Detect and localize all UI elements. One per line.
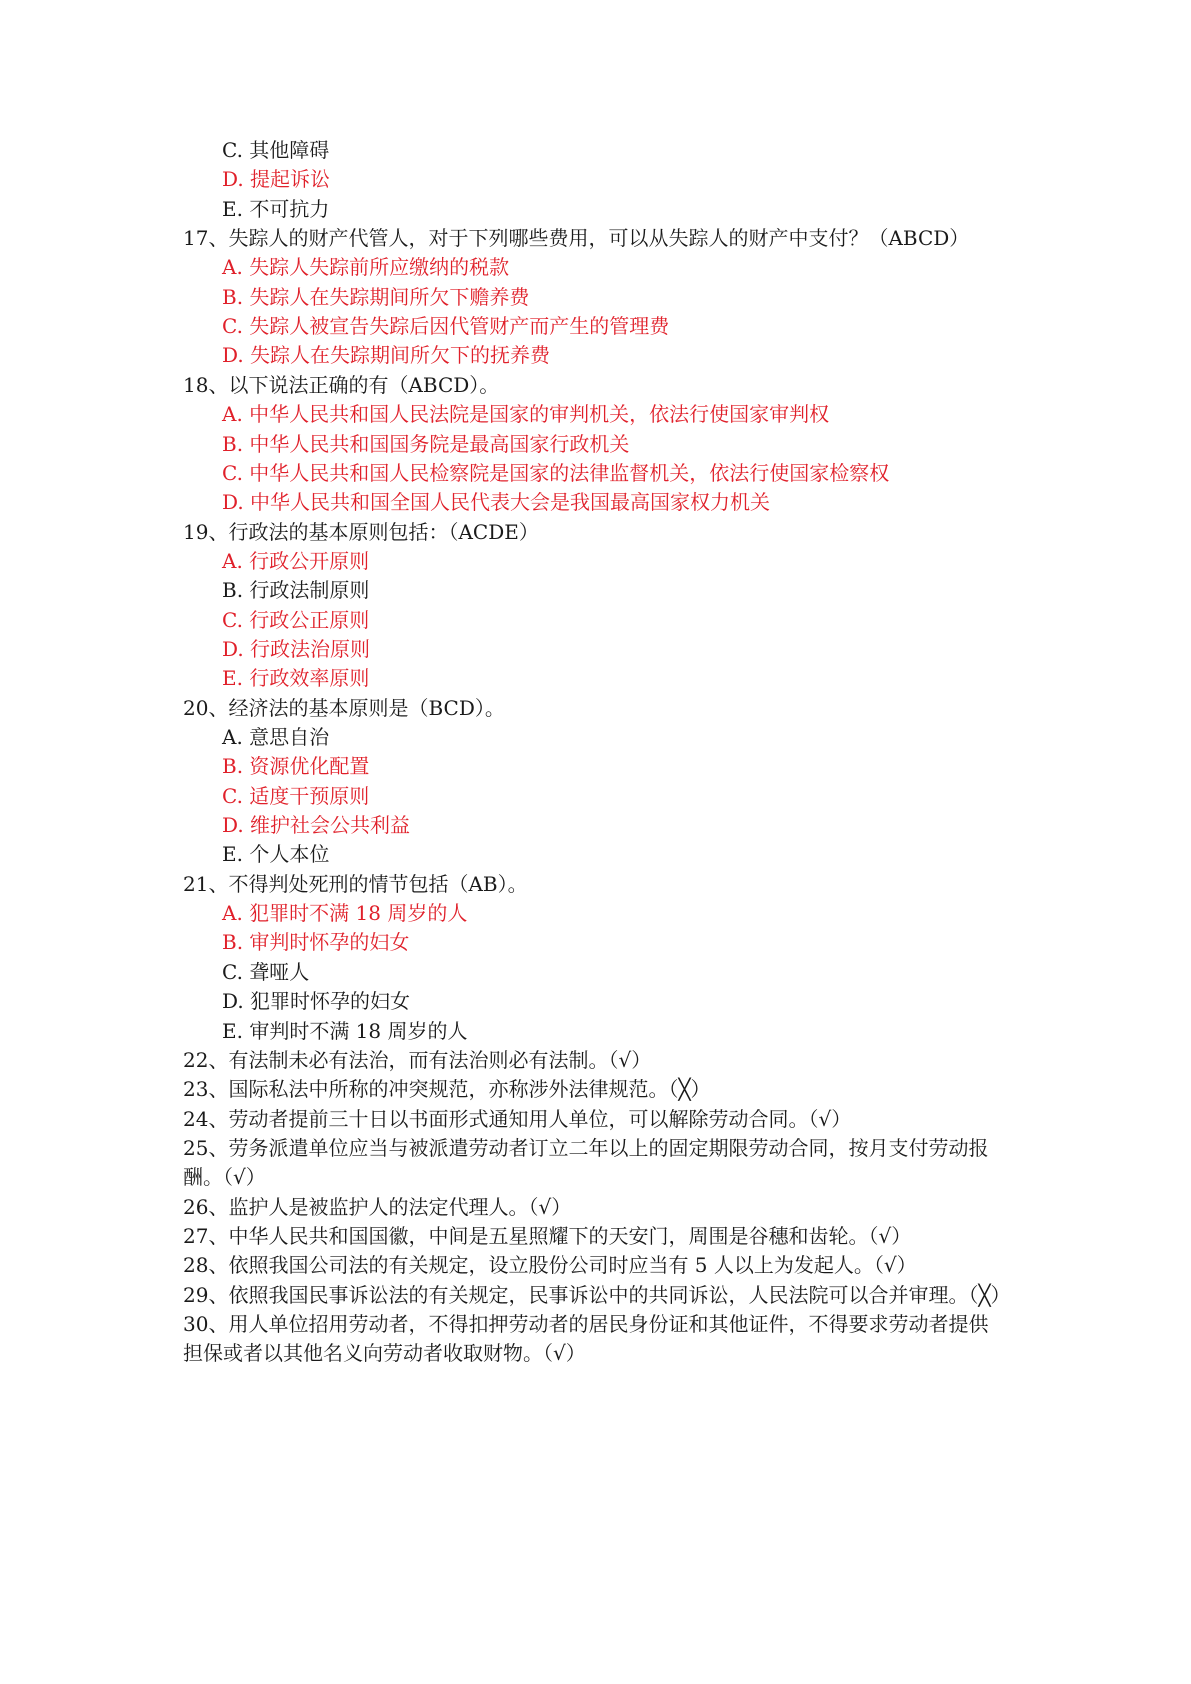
- correct-option: C. 适度干预原则: [222, 783, 370, 808]
- option-line: E. 不可抗力: [222, 196, 330, 221]
- question-line: 19、行政法的基本原则包括：（ACDE）: [183, 519, 539, 544]
- option-line: D. 犯罪时怀孕的妇女: [222, 989, 411, 1014]
- question-line: 20、经济法的基本原则是（BCD）。: [183, 695, 505, 720]
- correct-option: C. 行政公正原则: [222, 607, 370, 632]
- question-line: 18、以下说法正确的有（ABCD）。: [183, 372, 500, 397]
- option-line: A. 意思自治: [222, 725, 330, 749]
- correct-option: B. 资源优化配置: [222, 754, 370, 779]
- correct-option: B. 审判时怀孕的妇女: [222, 930, 410, 955]
- correct-option: B. 失踪人在失踪期间所欠下赡养费: [222, 284, 530, 309]
- option-line: B. 行政法制原则: [222, 578, 370, 603]
- question-line: 27、中华人民共和国国徽，中间是五星照耀下的天安门，周围是谷穗和齿轮。（√）: [183, 1223, 912, 1248]
- correct-option: E. 行政效率原则: [222, 666, 370, 691]
- correct-option: D. 中华人民共和国全国人民代表大会是我国最高国家权力机关: [222, 490, 771, 515]
- question-line: 23、国际私法中所称的冲突规范，亦称涉外法律规范。（╳）: [183, 1077, 711, 1102]
- correct-option: A. 中华人民共和国人民法院是国家的审判机关，依法行使国家审判权: [222, 402, 830, 427]
- question-line: 22、有法制未必有法治，而有法治则必有法制。（√）: [183, 1047, 652, 1072]
- option-line: C. 聋哑人: [222, 959, 310, 984]
- correct-option: C. 中华人民共和国人民检察院是国家的法律监督机关，依法行使国家检察权: [222, 460, 890, 485]
- question-line: 担保或者以其他名义向劳动者收取财物。（√）: [183, 1341, 586, 1366]
- correct-option: D. 失踪人在失踪期间所欠下的抚养费: [222, 343, 551, 368]
- question-line: 酬。（√）: [183, 1165, 266, 1190]
- question-line: 25、劳务派遣单位应当与被派遣劳动者订立二年以上的固定期限劳动合同，按月支付劳动报: [183, 1135, 989, 1160]
- correct-option: A. 犯罪时不满 18 周岁的人: [222, 901, 468, 926]
- question-line: 17、失踪人的财产代管人，对于下列哪些费用，可以从失踪人的财产中支付？（ABCD）: [183, 226, 970, 251]
- option-line: E. 审判时不满 18 周岁的人: [222, 1018, 468, 1043]
- option-line: C. 其他障碍: [222, 138, 330, 162]
- question-line: 26、监护人是被监护人的法定代理人。（√）: [183, 1194, 572, 1219]
- correct-option: C. 失踪人被宣告失踪后因代管财产而产生的管理费: [222, 314, 670, 339]
- option-line: E. 个人本位: [222, 842, 330, 867]
- correct-option: D. 提起诉讼: [222, 167, 331, 192]
- question-line: 29、依照我国民事诉讼法的有关规定，民事诉讼中的共同诉讼，人民法院可以合并审理。（╳）: [183, 1282, 1011, 1307]
- correct-option: D. 维护社会公共利益: [222, 813, 411, 838]
- question-line: 30、用人单位招用劳动者，不得扣押劳动者的居民身份证和其他证件，不得要求劳动者提供: [183, 1312, 989, 1336]
- correct-option: A. 失踪人失踪前所应缴纳的税款: [222, 255, 510, 280]
- question-line: 28、依照我国公司法的有关规定，设立股份公司时应当有 5 人以上为发起人。（√）: [183, 1253, 917, 1278]
- correct-option: D. 行政法治原则: [222, 636, 371, 661]
- correct-option: B. 中华人民共和国国务院是最高国家行政机关: [222, 431, 630, 456]
- correct-option: A. 行政公开原则: [222, 548, 370, 573]
- question-line: 24、劳动者提前三十日以书面形式通知用人单位，可以解除劳动合同。（√）: [183, 1106, 852, 1131]
- question-line: 21、不得判处死刑的情节包括（AB）。: [183, 871, 528, 896]
